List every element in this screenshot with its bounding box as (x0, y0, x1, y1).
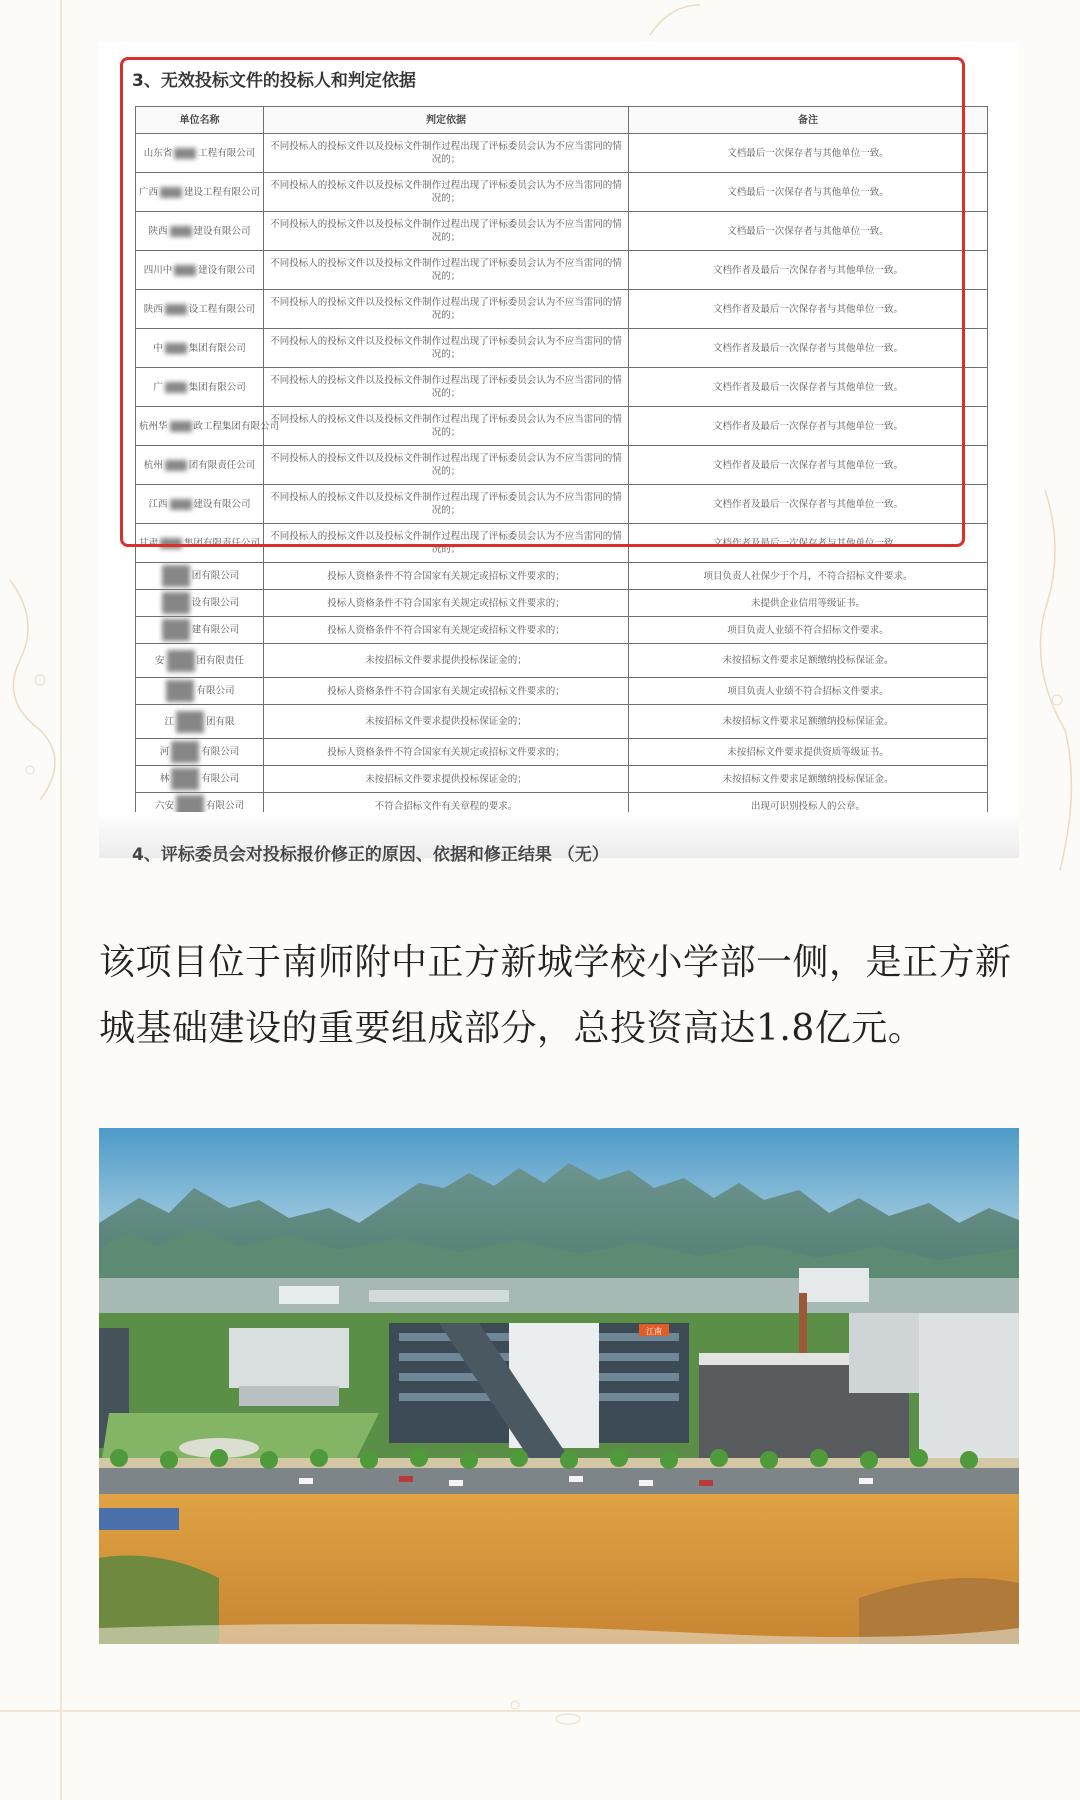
unit-name-suffix: 设有限公司 (191, 597, 240, 609)
unit-name-suffix: 建有限公司 (191, 624, 240, 636)
judgement-basis-cell: 未按招标文件要求提供投标保证金的； (264, 705, 629, 739)
judgement-basis-cell: 不同投标人的投标文件以及投标文件制作过程出现了评标委员会认为不应当雷同的情况的； (264, 524, 629, 563)
highlight-box (120, 57, 965, 547)
unit-name-prefix: 江西 (148, 498, 168, 510)
remark-cell: 项目负责人业绩不符合招标文件要求。 (629, 617, 988, 644)
column-header-note: 备注 (629, 107, 988, 134)
unit-name-prefix: 杭州 (143, 459, 163, 471)
remark-cell: 项目负责人社保少于个月，不符合招标文件要求。 (629, 563, 988, 590)
redaction-mosaic (162, 619, 190, 641)
unit-name-suffix: 集团有限责任公司 (184, 537, 261, 549)
judgement-basis-cell: 投标人资格条件不符合国家有关规定或招标文件要求的； (264, 678, 629, 705)
table-row (136, 563, 988, 590)
unit-name-cell (136, 644, 264, 678)
section-4-title: 4、评标委员会对投标报价修正的原因、依据和修正结果 （无） (132, 845, 609, 865)
remark-cell: 文档最后一次保存者与其他单位一致。 (629, 134, 988, 173)
remark-cell: 未按招标文件要求足额缴纳投标保证金。 (629, 644, 988, 678)
judgement-basis-cell: 不同投标人的投标文件以及投标文件制作过程出现了评标委员会认为不应当雷同的情况的； (264, 212, 629, 251)
table-row (136, 705, 988, 739)
unit-name-suffix: 团有限责任公司 (188, 459, 256, 471)
unit-name-cell (136, 739, 264, 766)
unit-name-prefix: 六安 (154, 800, 174, 812)
judgement-basis-cell: 不同投标人的投标文件以及投标文件制作过程出现了评标委员会认为不应当雷同的情况的； (264, 290, 629, 329)
remark-cell: 文档最后一次保存者与其他单位一致。 (629, 212, 988, 251)
redaction-mosaic (167, 650, 195, 672)
judgement-basis-cell: 不同投标人的投标文件以及投标文件制作过程出现了评标委员会认为不应当雷同的情况的； (264, 368, 629, 407)
unit-name-suffix: 有限公司 (206, 800, 245, 812)
judgement-basis-cell: 投标人资格条件不符合国家有关规定或招标文件要求的； (264, 563, 629, 590)
unit-name-prefix: 山东省 (143, 147, 173, 159)
unit-name-prefix: 陕西 (148, 225, 168, 237)
remark-cell: 未提供企业信用等级证书。 (629, 590, 988, 617)
sketch-ornament-top (640, 0, 720, 40)
sketch-ornament-left (0, 560, 80, 820)
column-header-unit-name: 单位名称 (136, 107, 264, 134)
remark-cell: 文档作者及最后一次保存者与其他单位一致。 (629, 485, 988, 524)
unit-name-suffix: 有限公司 (201, 746, 240, 758)
remark-cell: 文档作者及最后一次保存者与其他单位一致。 (629, 251, 988, 290)
unit-name-suffix: 团有限公司 (191, 570, 240, 582)
table-row (136, 766, 988, 793)
unit-name-prefix: 中 (153, 342, 163, 354)
remark-cell: 未按招标文件要求足额缴纳投标保证金。 (629, 766, 988, 793)
building-sign: 江南 (646, 1327, 662, 1336)
sketch-ornament-right (1025, 480, 1080, 900)
article-paragraph: 该项目位于南师附中正方新城学校小学部一侧，是正方新城基础建设的重要组成部分，总投资高达1.8亿元。 (99, 942, 1012, 1049)
judgement-basis-cell: 不符合招标文件有关章程的要求。 (264, 793, 629, 820)
unit-name-suffix: 团有限 (206, 716, 235, 727)
unit-name-cell (136, 617, 264, 644)
redaction-mosaic (162, 565, 190, 587)
column-header-basis: 判定依据 (264, 107, 629, 134)
remark-cell: 未按招标文件要求足额缴纳投标保证金。 (629, 705, 988, 739)
sketch-ornament-bottom (490, 1690, 590, 1730)
unit-name-prefix: 四川中 (143, 264, 173, 276)
unit-name-prefix: 广西 (139, 186, 159, 198)
redaction-mosaic (166, 680, 194, 702)
unit-name-suffix: 有限公司 (196, 685, 235, 697)
redaction-mosaic (171, 768, 199, 790)
remark-cell: 文档作者及最后一次保存者与其他单位一致。 (629, 368, 988, 407)
scanned-bid-document (99, 42, 1019, 865)
unit-name-suffix: 建设有限公司 (193, 498, 251, 510)
judgement-basis-cell: 不同投标人的投标文件以及投标文件制作过程出现了评标委员会认为不应当雷同的情况的； (264, 134, 629, 173)
table-row (136, 678, 988, 705)
unit-name-prefix: 广 (153, 381, 163, 393)
section-3-title: 3、无效投标文件的投标人和判定依据 (132, 71, 416, 91)
redaction-mosaic (162, 592, 190, 614)
unit-name-prefix: 杭州华 (139, 420, 168, 432)
judgement-basis-cell: 不同投标人的投标文件以及投标文件制作过程出现了评标委员会认为不应当雷同的情况的； (264, 251, 629, 290)
unit-name-suffix: 建设有限公司 (193, 225, 251, 237)
unit-name-cell (136, 766, 264, 793)
remark-cell: 项目负责人业绩不符合招标文件要求。 (629, 678, 988, 705)
judgement-basis-cell: 不同投标人的投标文件以及投标文件制作过程出现了评标委员会认为不应当雷同的情况的； (264, 407, 629, 446)
judgement-basis-cell: 不同投标人的投标文件以及投标文件制作过程出现了评标委员会认为不应当雷同的情况的； (264, 485, 629, 524)
unit-name-suffix: 政工程集团有限公司 (193, 420, 280, 432)
unit-name-prefix: 河 (159, 746, 170, 758)
table-row (136, 644, 988, 678)
table-row (136, 739, 988, 766)
judgement-basis-cell: 未按招标文件要求提供投标保证金的； (264, 766, 629, 793)
remark-cell: 文档作者及最后一次保存者与其他单位一致。 (629, 446, 988, 485)
unit-name-cell (136, 705, 264, 739)
judgement-basis-cell: 不同投标人的投标文件以及投标文件制作过程出现了评标委员会认为不应当雷同的情况的； (264, 446, 629, 485)
remark-cell: 文档作者及最后一次保存者与其他单位一致。 (629, 524, 988, 563)
unit-name-suffix: 建设工程有限公司 (184, 186, 261, 198)
judgement-basis-cell: 投标人资格条件不符合国家有关规定或招标文件要求的； (264, 590, 629, 617)
judgement-basis-cell: 未按招标文件要求提供投标保证金的； (264, 644, 629, 678)
unit-name-suffix: 建设有限公司 (198, 264, 256, 276)
judgement-basis-cell: 不同投标人的投标文件以及投标文件制作过程出现了评标委员会认为不应当雷同的情况的； (264, 329, 629, 368)
judgement-basis-cell: 不同投标人的投标文件以及投标文件制作过程出现了评标委员会认为不应当雷同的情况的； (264, 173, 629, 212)
unit-name-prefix: 安 (154, 655, 165, 666)
unit-name-cell (136, 563, 264, 590)
aerial-site-photo (99, 1128, 1019, 1644)
remark-cell: 出现可识别投标人的公章。 (629, 793, 988, 820)
remark-cell: 文档最后一次保存者与其他单位一致。 (629, 173, 988, 212)
unit-name-suffix: 有限公司 (201, 773, 240, 785)
unit-name-prefix: 江 (164, 716, 174, 727)
unit-name-suffix: 工程有限公司 (198, 147, 256, 159)
redaction-mosaic (176, 711, 204, 733)
unit-name-suffix: 设工程有限公司 (188, 303, 256, 315)
judgement-basis-cell: 投标人资格条件不符合国家有关规定或招标文件要求的； (264, 739, 629, 766)
redaction-mosaic (171, 741, 199, 763)
unit-name-prefix: 陕西 (143, 303, 163, 315)
unit-name-cell (136, 678, 264, 705)
unit-name-suffix: 集团有限公司 (188, 381, 246, 393)
table-row (136, 617, 988, 644)
judgement-basis-cell: 投标人资格条件不符合国家有关规定或招标文件要求的； (264, 617, 629, 644)
remark-cell: 文档作者及最后一次保存者与其他单位一致。 (629, 290, 988, 329)
left-margin-rule (60, 0, 62, 1800)
unit-name-suffix: 集团有限公司 (188, 342, 246, 354)
unit-name-prefix: 甘肃 (139, 537, 159, 549)
table-row (136, 590, 988, 617)
unit-name-suffix: 团有限责任 (196, 655, 245, 666)
remark-cell: 文档作者及最后一次保存者与其他单位一致。 (629, 407, 988, 446)
unit-name-prefix: 林 (159, 773, 170, 785)
remark-cell: 文档作者及最后一次保存者与其他单位一致。 (629, 329, 988, 368)
remark-cell: 未按招标文件要求提供资质等级证书。 (629, 739, 988, 766)
unit-name-cell (136, 590, 264, 617)
